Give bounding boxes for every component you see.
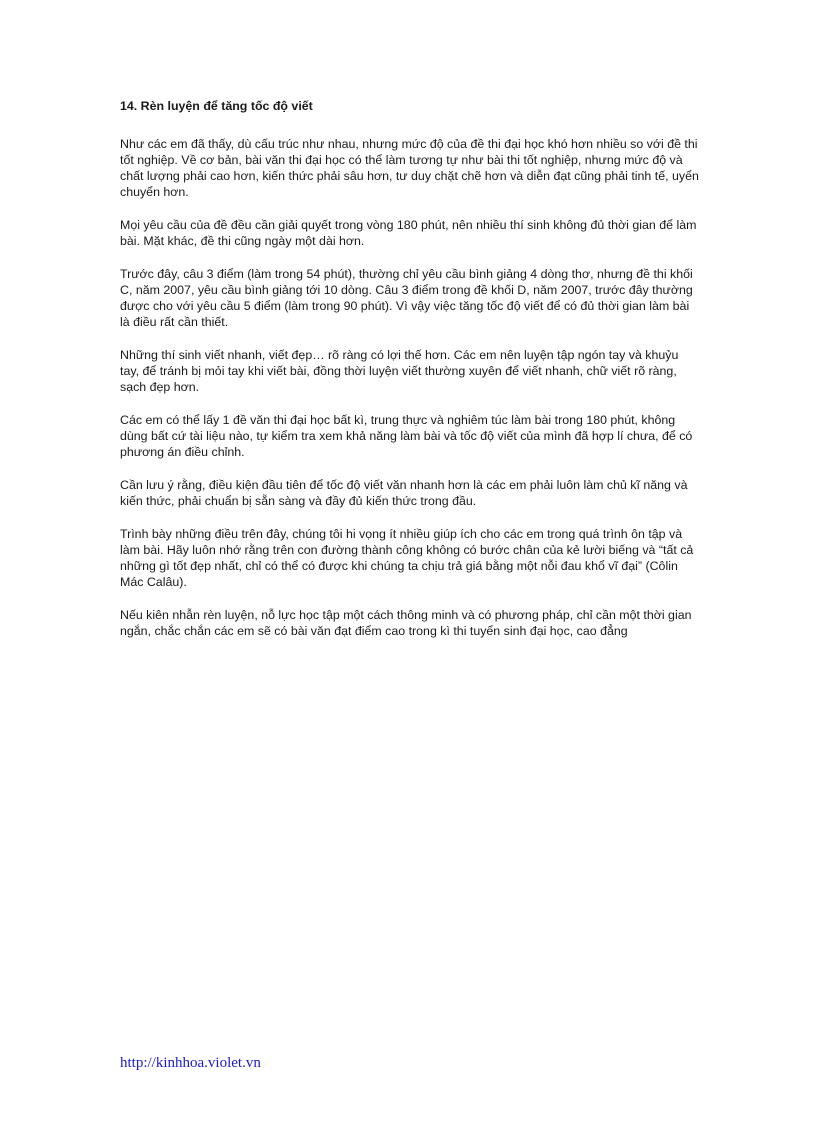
paragraph-5: Các em có thể lấy 1 đề văn thi đại học bất kì, trung thực và nghiêm túc làm bài trong 180 phút, không dùng bất cứ tài liệu nào, tự kiểm tra xem khả năng làm bài và tốc độ viết của mình đã hợp lí chưa, để có phương án điều chỉnh. <box>120 413 693 459</box>
paragraph-4: Những thí sinh viết nhanh, viết đẹp… rõ ràng có lợi thế hơn. Các em nên luyện tập ngón tay và khuỷu tay, để tránh bị mỏi tay khi viết bài, đồng thời luyện viết thường xuyên để viết nhanh, chữ viết rõ ràng, sạch đẹp hơn. <box>120 348 679 394</box>
document-body <box>120 98 700 656</box>
paragraph-1: Như các em đã thấy, dù cấu trúc như nhau, nhưng mức độ của đề thi đại học khó hơn nhiều so với đề thi tốt nghiệp. Về cơ bản, bài văn thi đại học có thể làm tương tự như bài thi tốt nghiệp, nhưng mức độ và chất lượng phải cao hơn, kiến thức phải sâu hơn, tư duy chặt chẽ hơn và diễn đạt cũng phải tinh tế, uyển chuyển hơn. <box>120 137 699 199</box>
paragraph-6: Cần lưu ý rằng, điều kiện đầu tiên để tốc độ viết văn nhanh hơn là các em phải luôn làm chủ kĩ năng và kiến thức, phải chuẩn bị sẵn sàng và đầy đủ kiến thức trong đầu. <box>120 478 688 508</box>
paragraph-3: Trước đây, câu 3 điểm (làm trong 54 phút), thường chỉ yêu cầu bình giảng 4 dòng thơ, nhưng đề thi khối C, năm 2007, yêu cầu bình giảng tới 10 dòng. Câu 3 điểm trong đề khối D, năm 2007, trước đây thường được cho với yêu cầu 5 điểm (làm trong 90 phút). Vì vậy việc tăng tốc độ viết để có đủ thời gian làm bài là điều rất cần thiết. <box>120 267 693 329</box>
paragraph-7: Trình bày những điều trên đây, chúng tôi hi vọng ít nhiều giúp ích cho các em trong quá trình ôn tập và làm bài. Hãy luôn nhớ rằng trên con đường thành công không có bước chân của kẻ lười biếng và “tất cả những gì tốt đẹp nhất, chỉ có thể có được khi chúng ta chịu trả giá bằng một nỗi đau khổ vĩ đại” (Côlin Mác Calâu). <box>120 527 694 589</box>
paragraph-8: Nếu kiên nhẫn rèn luyện, nỗ lực học tập một cách thông minh và có phương pháp, chỉ cần một thời gian ngắn, chắc chắn các em sẽ có bài văn đạt điểm cao trong kì thi tuyển sinh đại học, cao đẳng <box>120 608 692 638</box>
footer-website-link[interactable]: http://kinhhoa.violet.vn <box>120 1055 261 1071</box>
section-heading: 14. Rèn luyện để tăng tốc độ viết <box>120 99 313 113</box>
paragraph-2: Mọi yêu cầu của đề đều cần giải quyết trong vòng 180 phút, nên nhiều thí sinh không đủ thời gian để làm bài. Mặt khác, đề thi cũng ngày một dài hơn. <box>120 218 697 248</box>
